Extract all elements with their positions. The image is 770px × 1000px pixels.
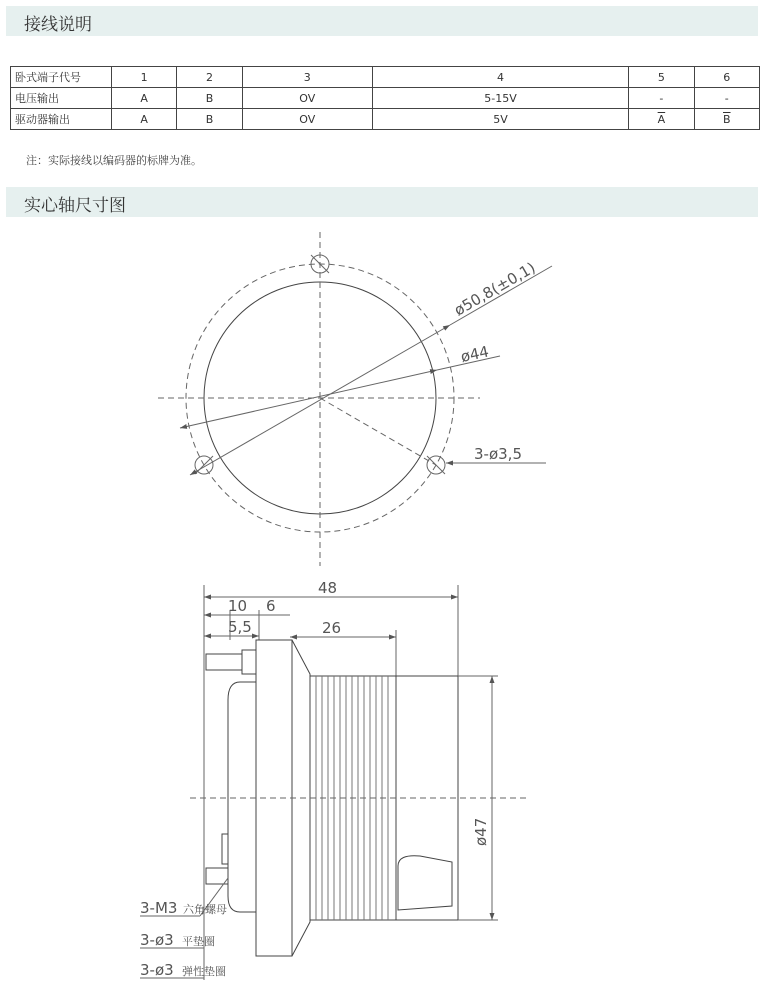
table-row-header: 驱动器输出 — [11, 109, 112, 130]
label-washer: 3-ø3 — [140, 931, 174, 949]
table-cell: A — [112, 88, 177, 109]
dim-outer-diameter: ø50,8(±0,1) — [451, 258, 539, 320]
table-cell: B — [177, 109, 242, 130]
dim-holes: 3-ø3,5 — [474, 445, 522, 463]
table-cell: OV — [242, 88, 372, 109]
section-title-dimensions: 实心轴尺寸图 — [24, 196, 126, 216]
dim-10: 10 — [228, 597, 248, 615]
label-spring-washer: 3-ø3 — [140, 961, 174, 979]
table-cell: $\overline{B}$ — [694, 109, 759, 130]
table-cell: 4 — [372, 67, 628, 88]
table-cell: 3 — [242, 67, 372, 88]
label-spring-washer-cn: 弹性垫圈 — [182, 965, 226, 978]
table-row-header: 电压输出 — [11, 88, 112, 109]
table-cell: 1 — [112, 67, 177, 88]
table-cell: 2 — [177, 67, 242, 88]
side-view — [140, 579, 530, 980]
shaft-stub — [206, 654, 242, 670]
dim-26: 26 — [322, 619, 342, 637]
table-cell: 5-15V — [372, 88, 628, 109]
table-row-header: 卧式端子代号 — [11, 67, 112, 88]
front-view — [158, 232, 552, 566]
label-washer-cn: 平垫圈 — [182, 935, 215, 948]
wiring-note: 注：实际接线以编码器的标牌为准。 — [26, 154, 202, 167]
table-cell: - — [629, 88, 694, 109]
dim-48: 48 — [318, 579, 338, 597]
table-cell: A — [112, 109, 177, 130]
table-cell: 5 — [629, 67, 694, 88]
dim-6: 6 — [266, 597, 276, 615]
table-cell: $\overline{A}$ — [629, 109, 694, 130]
cable-gland — [398, 856, 452, 910]
table-cell: B — [177, 88, 242, 109]
section-title-wiring: 接线说明 — [24, 15, 92, 35]
table-cell: - — [694, 88, 759, 109]
label-nut-cn: 六角螺母 — [183, 903, 227, 916]
dim-47: ø47 — [472, 817, 490, 846]
dim-5-5: 5,5 — [228, 618, 252, 636]
dim-inner-diameter: ø44 — [459, 342, 491, 366]
table-cell: 6 — [694, 67, 759, 88]
shaft-stub — [206, 868, 228, 884]
table-cell: OV — [242, 109, 372, 130]
table-cell: 5V — [372, 109, 628, 130]
label-nut: 3-M3 — [140, 899, 178, 917]
